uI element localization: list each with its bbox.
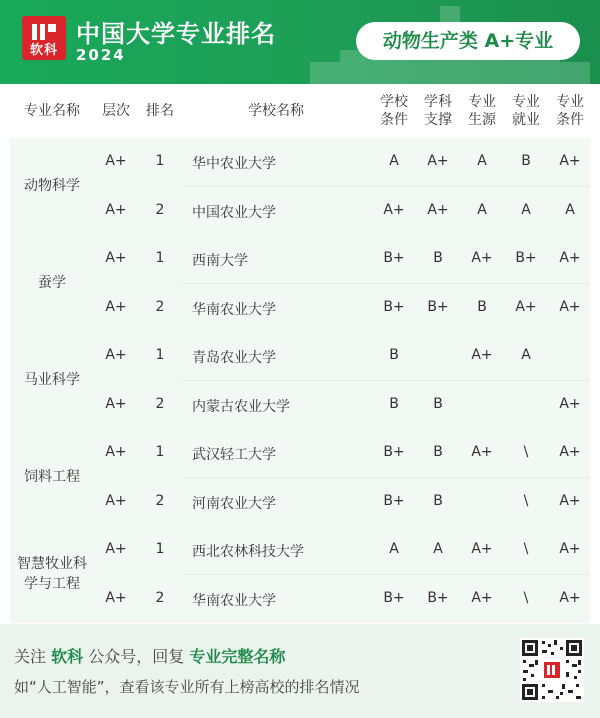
discipline-support-cell: A	[433, 541, 443, 557]
major-group	[10, 429, 590, 526]
header-line: 专业	[468, 94, 496, 110]
student-source-cell: A+	[471, 590, 493, 606]
header-level: 层次	[102, 103, 130, 119]
row-divider	[182, 574, 590, 575]
row-divider	[182, 477, 590, 478]
discipline-support-cell: B	[433, 493, 443, 509]
major-conditions-cell: A+	[559, 250, 581, 266]
level-cell: A+	[105, 153, 127, 169]
level-cell: A+	[105, 202, 127, 218]
logo-text: 软科	[29, 43, 58, 58]
header-line: 专业	[512, 94, 540, 110]
discipline-support-cell: B	[433, 396, 443, 412]
header-line: 条件	[380, 112, 408, 128]
major-name-line: 学与工程	[24, 576, 80, 592]
rank-cell: 1	[155, 444, 165, 460]
discipline-support-cell: B+	[427, 299, 449, 315]
major-name-line: 蚕学	[38, 275, 66, 291]
school-conditions-cell: B	[389, 396, 399, 412]
header-line: 支撑	[424, 112, 452, 128]
school-conditions-cell: B+	[383, 444, 405, 460]
employment-cell: \	[523, 493, 529, 509]
header-school-conditions	[374, 93, 414, 129]
major-name	[10, 273, 94, 293]
rank-cell: 2	[155, 299, 165, 315]
row-divider	[182, 186, 590, 187]
page-title: 中国大学专业排名	[76, 20, 276, 48]
level-cell: A+	[105, 493, 127, 509]
ruanke-logo	[22, 16, 66, 60]
header-banner	[0, 0, 600, 84]
header-line: 学科	[424, 94, 452, 110]
ranking-table	[10, 84, 590, 624]
header-line: 生源	[468, 112, 496, 128]
row-divider	[182, 380, 590, 381]
school-conditions-cell: B+	[383, 493, 405, 509]
major-name	[10, 554, 94, 594]
school-cell: 华南农业大学	[192, 593, 276, 609]
rank-cell: 1	[155, 250, 165, 266]
major-group	[10, 526, 590, 623]
rank-cell: 1	[155, 541, 165, 557]
major-conditions-cell: A+	[559, 590, 581, 606]
major-name	[10, 467, 94, 487]
discipline-support-cell: A+	[427, 153, 449, 169]
student-source-cell: A+	[471, 444, 493, 460]
school-cell: 西北农林科技大学	[192, 544, 304, 560]
major-name	[10, 176, 94, 196]
school-conditions-cell: B+	[383, 590, 405, 606]
major-group	[10, 235, 590, 332]
rank-cell: 2	[155, 396, 165, 412]
header-school: 学校名称	[248, 103, 304, 119]
rank-cell: 1	[155, 153, 165, 169]
header-line: 就业	[512, 112, 540, 128]
major-conditions-cell: A+	[559, 541, 581, 557]
footer-text: 公众号，回复	[88, 647, 185, 666]
level-cell: A+	[105, 590, 127, 606]
school-conditions-cell: A+	[383, 202, 405, 218]
footer-account-name: 软科	[51, 647, 84, 666]
major-group	[10, 332, 590, 429]
student-source-cell: B	[477, 299, 487, 315]
school-conditions-cell: A	[389, 153, 399, 169]
header-major: 专业名称	[24, 103, 80, 119]
employment-cell: A	[521, 202, 531, 218]
footer-keyword: 专业完整名称	[189, 647, 286, 666]
student-source-cell: A	[477, 202, 487, 218]
school-conditions-cell: A	[389, 541, 399, 557]
employment-cell: \	[523, 444, 529, 460]
rank-cell: 2	[155, 590, 165, 606]
discipline-support-cell: B+	[427, 590, 449, 606]
major-name-line: 智慧牧业科	[17, 556, 87, 572]
header-discipline-support	[418, 93, 458, 129]
major-group	[10, 138, 590, 235]
school-conditions-cell: B+	[383, 250, 405, 266]
student-source-cell: A	[477, 153, 487, 169]
major-conditions-cell: A+	[559, 444, 581, 460]
student-source-cell: A+	[471, 250, 493, 266]
employment-cell: B	[521, 153, 531, 169]
major-name-line: 马业科学	[24, 372, 80, 388]
school-conditions-cell: B+	[383, 299, 405, 315]
major-conditions-cell: A+	[559, 153, 581, 169]
major-conditions-cell: A+	[559, 396, 581, 412]
major-name	[10, 370, 94, 390]
ranking-year: 2024	[76, 46, 126, 64]
major-conditions-cell: A	[565, 202, 575, 218]
rank-cell: 1	[155, 347, 165, 363]
school-conditions-cell: B	[389, 347, 399, 363]
student-source-cell: A+	[471, 347, 493, 363]
employment-cell: \	[523, 590, 529, 606]
school-cell: 中国农业大学	[192, 205, 276, 221]
header-student-source	[462, 93, 502, 129]
rank-cell: 2	[155, 493, 165, 509]
level-cell: A+	[105, 299, 127, 315]
level-cell: A+	[105, 444, 127, 460]
level-cell: A+	[105, 396, 127, 412]
major-conditions-cell: A+	[559, 493, 581, 509]
header-rank: 排名	[146, 103, 174, 119]
employment-cell: B+	[515, 250, 537, 266]
student-source-cell: A+	[471, 541, 493, 557]
employment-cell: \	[523, 541, 529, 557]
discipline-support-cell: A+	[427, 202, 449, 218]
footer-hint: 如“人工智能”，查看该专业所有上榜高校的排名情况	[14, 678, 360, 696]
major-name-line: 饲料工程	[24, 469, 80, 485]
header-major-conditions	[550, 93, 590, 129]
major-name-line: 动物科学	[24, 178, 80, 194]
rank-cell: 2	[155, 202, 165, 218]
employment-cell: A+	[515, 299, 537, 315]
table-header	[10, 84, 590, 138]
school-cell: 西南大学	[192, 253, 248, 269]
school-cell: 河南农业大学	[192, 496, 276, 512]
level-cell: A+	[105, 347, 127, 363]
level-cell: A+	[105, 250, 127, 266]
row-divider	[182, 283, 590, 284]
level-cell: A+	[105, 541, 127, 557]
school-cell: 武汉轻工大学	[192, 447, 276, 463]
school-cell: 华南农业大学	[192, 302, 276, 318]
discipline-support-cell: B	[433, 444, 443, 460]
qr-code-icon[interactable]	[520, 638, 584, 702]
header-line: 条件	[556, 112, 584, 128]
school-cell: 青岛农业大学	[192, 350, 276, 366]
header-line: 专业	[556, 94, 584, 110]
category-badge: 动物生产类 A+专业	[356, 22, 580, 60]
major-conditions-cell: A+	[559, 299, 581, 315]
header-line: 学校	[380, 94, 408, 110]
employment-cell: A	[521, 347, 531, 363]
footer-instruction	[14, 644, 285, 667]
footer-text: 关注	[14, 647, 47, 666]
discipline-support-cell: B	[433, 250, 443, 266]
school-cell: 华中农业大学	[192, 156, 276, 172]
school-cell: 内蒙古农业大学	[192, 399, 290, 415]
footer	[0, 624, 600, 718]
header-employment	[506, 93, 546, 129]
